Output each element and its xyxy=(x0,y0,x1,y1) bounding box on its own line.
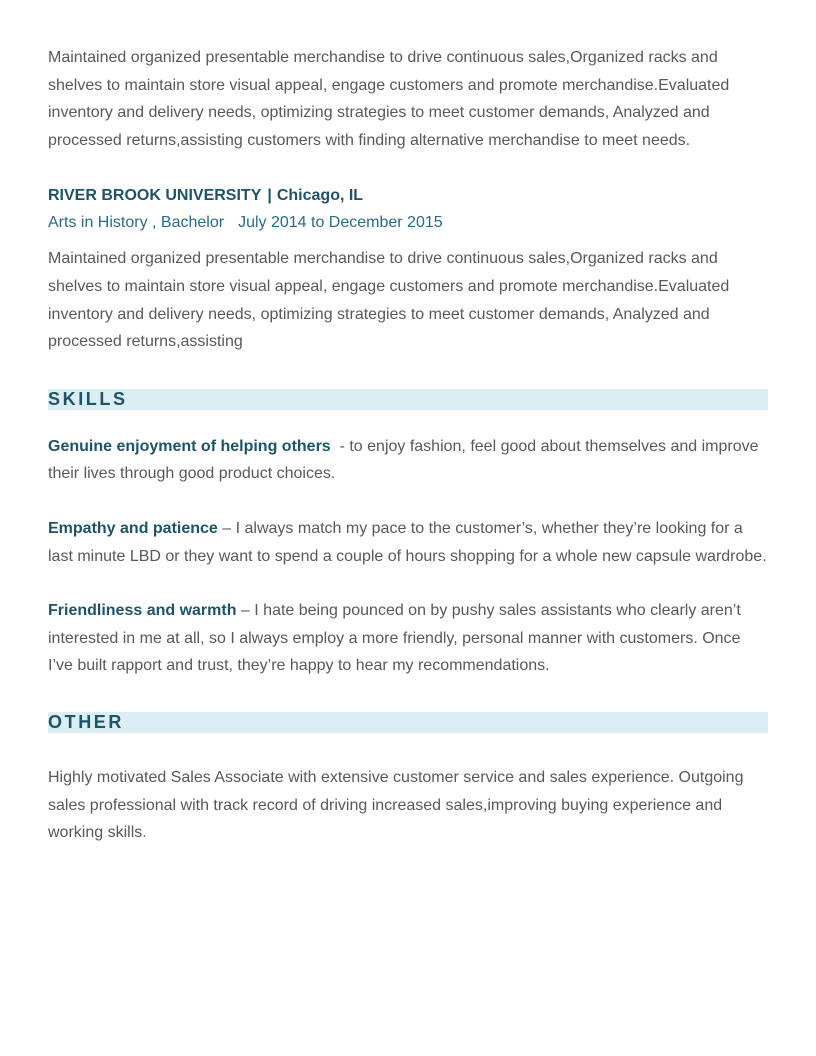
skill-name: Empathy and patience xyxy=(48,519,218,537)
skill-name: Genuine enjoyment of helping others xyxy=(48,437,331,455)
skill-item xyxy=(48,433,768,488)
education-dates: July 2014 to December 2015 xyxy=(238,214,443,232)
experience-description: Maintained organized presentable merchandise to drive continuous sales,Organized racks and shelves to maintain store visual appeal, engage customers and promote merchandise.Evaluated inventory and delivery needs, optimizing strategies to meet customer demands, Analyzed and processed returns,assisting customers with finding alternative merchandise to meet needs. xyxy=(48,49,730,149)
other-section-header xyxy=(48,712,768,733)
education-heading xyxy=(48,182,768,209)
degree: Arts in History , Bachelor xyxy=(48,214,225,232)
heading-separator: | xyxy=(267,187,272,205)
education-subheading xyxy=(48,209,768,236)
school-location: Chicago, IL xyxy=(276,187,364,205)
skill-description: – I hate being pounced on by pushy sales assistants who clearly aren’t interested in me at all, so I always employ a more friendly, personal manner with customers. Once I’ve built rapport and trust, they’re happy to hear my recommendations. xyxy=(48,602,741,675)
other-description: Highly motivated Sales Associate with extensive customer service and sales experience. Outgoing sales professional with track record of driving increased sales,improving buying experience and working skills. xyxy=(48,768,744,842)
skill-item xyxy=(48,597,768,680)
other-title: OTHER xyxy=(48,711,124,732)
skill-name: Friendliness and warmth xyxy=(48,602,237,620)
skills-list xyxy=(48,433,768,680)
skill-item xyxy=(48,515,768,570)
skill-description: - to enjoy fashion, feel good about themselves and improve their lives through good product choices. xyxy=(48,437,763,483)
school-name: RIVER BROOK UNIVERSITY xyxy=(48,187,262,205)
skills-section-header xyxy=(48,389,768,410)
skills-title: SKILLS xyxy=(48,388,128,409)
skill-description: – I always match my pace to the customer’s, whether they’re looking for a last minute LBD or they want to spend a couple of hours shopping for a whole new capsule wardrobe. xyxy=(48,519,767,565)
education-description: Maintained organized presentable merchandise to drive continuous sales,Organized racks and shelves to maintain store visual appeal, engage customers and promote merchandise.Evaluated inventory and delivery needs, optimizing strategies to meet customer demands, Analyzed and processed returns,assisting xyxy=(48,250,730,351)
resume-page xyxy=(48,44,768,847)
